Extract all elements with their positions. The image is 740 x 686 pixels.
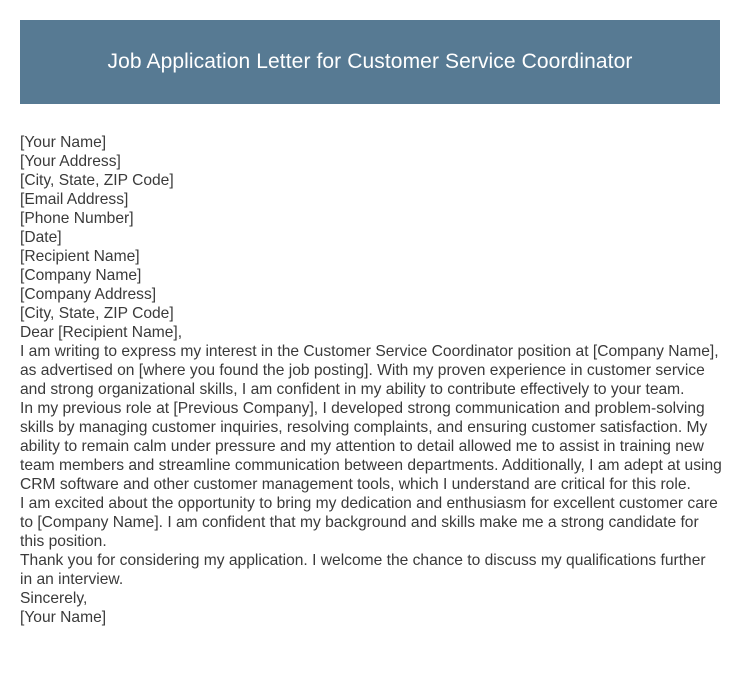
letter-header bbox=[20, 20, 720, 104]
closing: Sincerely, bbox=[20, 590, 88, 607]
body-paragraph-intro: I am writing to express my interest in the Customer Service Coordinator position at [Company Name], as advertised on [where you found the job posting]. With my proven experience in customer service and strong organizational skills, I am confident in my ability to contribute effectively to your team. bbox=[20, 343, 719, 398]
body-paragraph-thanks: Thank you for considering my application. I welcome the chance to discuss my qualifications further in an interview. bbox=[20, 552, 706, 588]
sender-phone: [Phone Number] bbox=[20, 210, 134, 227]
sender-address: [Your Address] bbox=[20, 153, 121, 170]
salutation: Dear [Recipient Name], bbox=[20, 324, 183, 341]
recipient-name: [Recipient Name] bbox=[20, 248, 140, 265]
sender-name: [Your Name] bbox=[20, 134, 107, 151]
sender-city-state-zip: [City, State, ZIP Code] bbox=[20, 172, 174, 189]
sender-email: [Email Address] bbox=[20, 191, 129, 208]
body-paragraph-experience: In my previous role at [Previous Company], I developed strong communication and problem-solving skills by managing customer inquiries, resolving complaints, and ensuring customer satisfaction. My ability to remain calm under pressure and my attention to detail allowed me to assist in training new team members and streamline communication between departments. Additionally, I am adept at using CRM software and other customer management tools, which I understand are critical for this role. bbox=[20, 400, 722, 493]
page-title: Job Application Letter for Customer Service Coordinator bbox=[107, 50, 633, 73]
letter-date: [Date] bbox=[20, 229, 62, 246]
body-paragraph-motivation: I am excited about the opportunity to bring my dedication and enthusiasm for excellent customer care to [Company Name]. I am confident that my background and skills make me a strong candidate for this position. bbox=[20, 495, 718, 550]
recipient-address: [Company Address] bbox=[20, 286, 157, 303]
signature: [Your Name] bbox=[20, 609, 107, 626]
recipient-company: [Company Name] bbox=[20, 267, 142, 284]
letter-body bbox=[20, 133, 722, 627]
recipient-city-state-zip: [City, State, ZIP Code] bbox=[20, 305, 174, 322]
